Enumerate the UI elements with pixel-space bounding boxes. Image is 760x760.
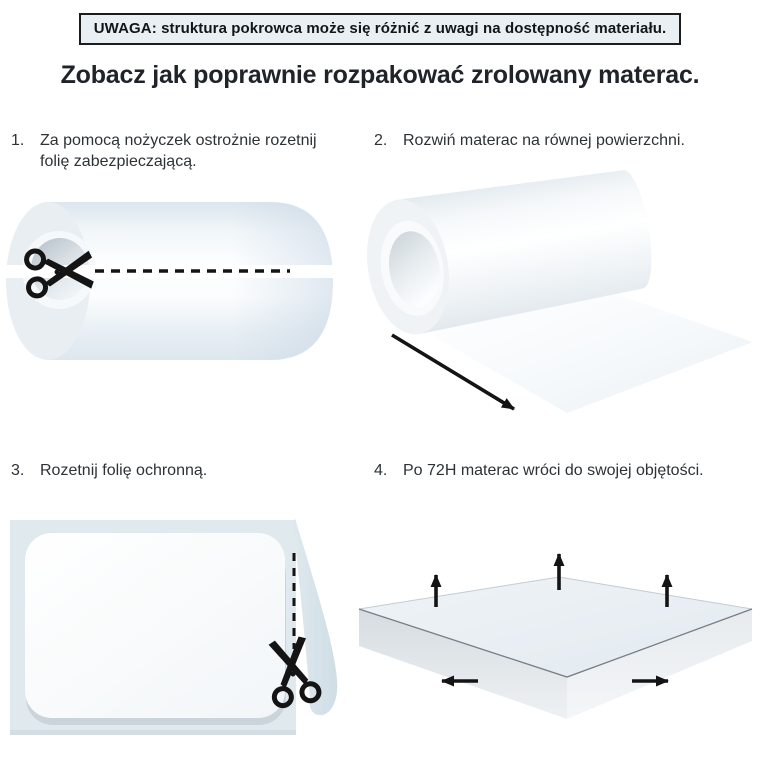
step-1-number: 1. xyxy=(11,132,25,149)
step-2-text: Rozwiń materac na równej powierzchni. xyxy=(403,132,685,149)
step-2-number: 2. xyxy=(374,132,388,149)
step-4-illustration-mattress-expanding xyxy=(352,532,760,760)
step-3-label xyxy=(11,460,341,481)
step-1-text: Za pomocą nożyczek ostrożnie rozetnij folię zabezpieczającą. xyxy=(40,132,317,171)
step-3-number: 3. xyxy=(11,462,25,479)
step-2-label xyxy=(374,130,760,151)
step-4-number: 4. xyxy=(374,462,388,479)
step-1-illustration-rolled-mattress xyxy=(0,188,340,386)
step-3-illustration-foil-cut xyxy=(2,512,348,760)
warning-banner xyxy=(79,13,682,45)
mattress-slab xyxy=(359,577,752,719)
warning-banner-text: UWAGA: struktura pokrowca może się różnić z uwagi na dostępność materiału. xyxy=(93,20,667,37)
step-1-label xyxy=(11,130,341,173)
step-4-label xyxy=(374,460,760,481)
flat-mattress xyxy=(25,533,285,718)
step-4-text: Po 72H materac wróci do swojej objętości. xyxy=(403,462,704,479)
step-3-text: Rozetnij folię ochronną. xyxy=(40,462,208,479)
step-2-illustration-unrolling-mattress xyxy=(362,166,760,422)
page-title: Zobacz jak poprawnie rozpakować zrolowany materac. xyxy=(60,61,700,89)
